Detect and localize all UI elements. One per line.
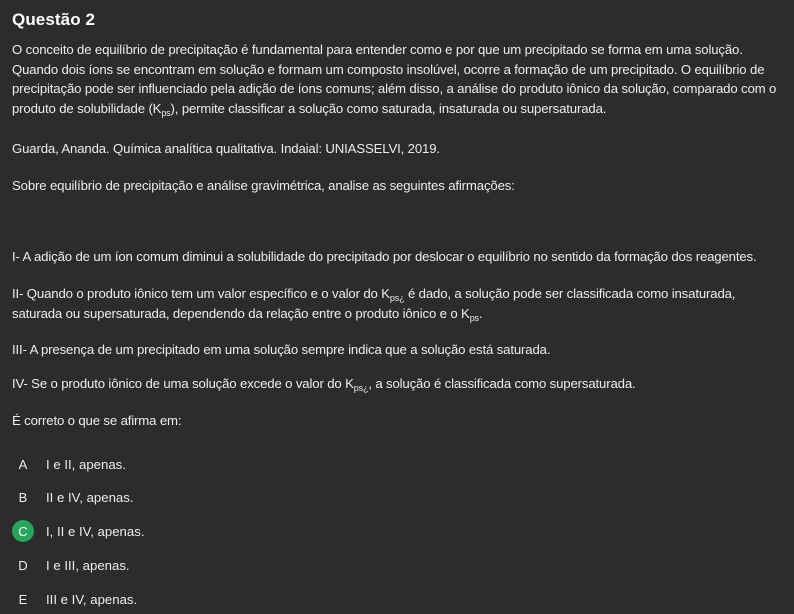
statement-2-part-b: é dado, a solução pode ser classificada como insaturada, bbox=[404, 286, 736, 301]
kps-subscript: ps¿ bbox=[389, 293, 405, 303]
intro-line-4-start: produto de solubilidade (K bbox=[12, 100, 162, 116]
option-letter: A bbox=[18, 456, 28, 472]
option-text: III e IV, apenas. bbox=[46, 591, 138, 607]
statement-4-line bbox=[12, 374, 782, 394]
intro-line-2: Quando dois íons se encontram em solução e formam um composto insolúvel, ocorre a formação de um precipitado. O equilíbrio de bbox=[12, 61, 765, 77]
statement-2-line-1 bbox=[12, 284, 782, 304]
statement-3: III- A presença de um precipitado em uma solução sempre indica que a solução está saturada. bbox=[12, 342, 551, 357]
option-text: II e IV, apenas. bbox=[46, 489, 134, 505]
statement-4-part-b: , a solução é classificada como supersaturada. bbox=[368, 376, 636, 391]
option-c[interactable] bbox=[12, 519, 412, 543]
question-title: Questão 2 bbox=[12, 10, 96, 29]
intro-line-4-end: ), permite classificar a solução como saturada, insaturada ou supersaturada. bbox=[170, 100, 607, 116]
statement-2 bbox=[12, 284, 782, 323]
question-prompt: Sobre equilíbrio de precipitação e análise gravimétrica, analise as seguintes afirmações: bbox=[12, 178, 515, 193]
option-b[interactable] bbox=[12, 485, 412, 509]
statement-4 bbox=[12, 374, 782, 394]
citation: Guarda, Ananda. Química analítica qualitativa. Indaial: UNIASSELVI, 2019. bbox=[12, 141, 440, 156]
option-letter: E bbox=[18, 591, 28, 607]
question-ask: É correto o que se afirma em: bbox=[12, 413, 182, 428]
option-d[interactable] bbox=[12, 553, 412, 577]
intro-line-3: precipitação pode ser influenciado pela adição de íons comuns; além disso, a análise do produto iônico da solução, comparado com o bbox=[12, 81, 777, 97]
option-e[interactable] bbox=[12, 587, 412, 611]
question-intro bbox=[12, 40, 782, 118]
kps-subscript: ps bbox=[469, 312, 479, 323]
kps-subscript: ps bbox=[161, 107, 171, 118]
intro-line-4 bbox=[12, 99, 782, 119]
option-letter-selected: C bbox=[12, 520, 34, 542]
statement-2-part-a: II- Quando o produto iônico tem um valor específico e o valor do K bbox=[12, 286, 390, 301]
option-letter: D bbox=[18, 557, 28, 573]
intro-line-1: O conceito de equilíbrio de precipitação é fundamental para entender como e por que um precipitado se forma em uma solução. bbox=[12, 42, 743, 57]
statement-2-line-2 bbox=[12, 304, 782, 324]
kps-subscript: ps¿ bbox=[353, 383, 369, 393]
option-text: I e III, apenas. bbox=[46, 557, 130, 573]
option-text: I e II, apenas. bbox=[46, 456, 126, 472]
option-text: I, II e IV, apenas. bbox=[46, 523, 145, 539]
option-a[interactable] bbox=[12, 452, 412, 476]
option-letter: B bbox=[18, 489, 28, 505]
statement-2-part-d: . bbox=[478, 305, 483, 321]
statement-1: I- A adição de um íon comum diminui a solubilidade do precipitado por deslocar o equilíbrio no sentido da formação dos reagentes. bbox=[12, 249, 757, 264]
statement-2-part-c: saturada ou supersaturada, dependendo da relação entre o produto iônico e o K bbox=[12, 305, 470, 321]
statement-4-part-a: IV- Se o produto iônico de uma solução excede o valor do K bbox=[12, 376, 354, 391]
